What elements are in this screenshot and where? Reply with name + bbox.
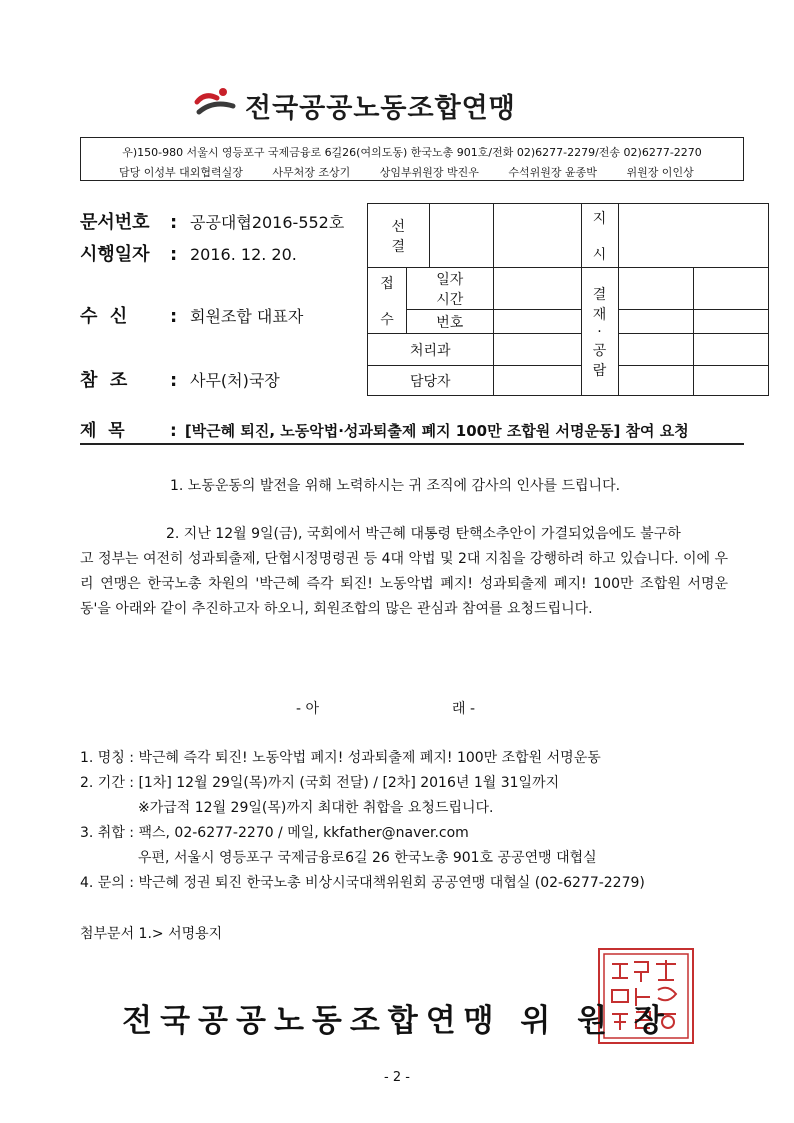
reference-value: 사무(처)국장 — [190, 371, 280, 390]
paragraph-2-body: 고 정부는 여전히 성과퇴출제, 단협시정명령권 등 4대 악법 및 2대 지침을 강행하려 하고 있습니다. 이에 우리 연맹은 한국노총 차원의 '박근혜 즉각 퇴진! 노동악법 폐지! 성과퇴출제 폐지! 100만 조합원 서명운동'을 아래와 같이 추진하고자 하오니, 회원조합의 많은 관심과 참여를 요청드립니다. — [80, 551, 728, 617]
subject-label: 제 목 — [80, 421, 125, 441]
beonho-cell: 번호 — [407, 310, 494, 334]
item-name: 1. 명칭 : 박근혜 즉각 퇴진! 노동악법 폐지! 성과퇴출제 폐지! 100만 조합원 서명운동 — [80, 750, 601, 766]
date-label: 시행일자 — [80, 244, 150, 265]
empty-cell — [493, 204, 581, 268]
doc-number-field — [80, 208, 344, 234]
empty-cell — [493, 268, 581, 310]
empty-cell — [429, 204, 493, 268]
empty-cell — [493, 310, 581, 334]
empty-cell — [693, 310, 768, 334]
ilja-cell: 일자 시간 — [407, 268, 494, 310]
reference-field — [80, 366, 280, 392]
jisi-cell: 지 시 — [581, 204, 618, 268]
colon: : — [170, 244, 178, 265]
staff-name: 사무처장 조상기 — [272, 166, 351, 179]
colon: : — [170, 370, 178, 391]
empty-cell — [493, 366, 581, 396]
union-logo — [193, 84, 593, 124]
empty-cell — [693, 268, 768, 310]
date-value: 2016. 12. 20. — [190, 245, 297, 264]
staff-line — [119, 164, 720, 180]
reference-label: 참 조 — [80, 370, 128, 391]
recipient-label: 수 신 — [80, 306, 128, 327]
empty-cell — [493, 334, 581, 366]
cheorigwa-cell: 처리과 — [368, 334, 494, 366]
item-period-note: ※가급적 12월 29일(목)까지 최대한 취합을 요청드립니다. — [138, 800, 494, 816]
footer-title: 전국공공노동조합연맹 위 원 장 — [122, 1003, 672, 1039]
colon: : — [170, 212, 178, 233]
colon: : — [170, 306, 178, 327]
logo-mark-icon — [193, 84, 243, 118]
empty-cell — [618, 334, 693, 366]
notice-left: - 아 — [296, 701, 320, 717]
attachment-note: 첨부문서 1.> 서명용지 — [80, 926, 223, 942]
subject-text: [박근혜 퇴진, 노동악법·성과퇴출제 폐지 100만 조합원 서명운동] 참여 요청 — [184, 422, 689, 440]
staff-name: 상임부위원장 박진우 — [379, 166, 479, 179]
jeopsu-cell: 접 수 — [368, 268, 407, 334]
paragraph-2-first-line: 2. 지난 12월 9일(금), 국회에서 박근혜 대통령 탄핵소추안이 가결되었음에도 불구하 — [166, 526, 681, 542]
staff-name: 수석위원장 윤종박 — [508, 166, 597, 179]
subject-line — [80, 416, 689, 441]
subject-divider — [80, 443, 744, 445]
item-inquiry: 4. 문의 : 박근혜 정권 퇴진 한국노총 비상시국대책위원회 공공연맹 대협실 (02-6277-2279) — [80, 875, 645, 891]
address-line: 우)150-980 서울시 영등포구 국제금융로 6길26(여의도동) 한국노총 901호/전화 02)6277-2279/전송 02)6277-2270 — [122, 146, 702, 159]
item-period: 2. 기간 : [1차] 12월 29일(목)까지 (국회 전달) / [2차] 2016년 1월 31일까지 — [80, 775, 560, 791]
empty-cell — [618, 366, 693, 396]
recipient-field — [80, 302, 303, 328]
staff-name: 위원장 이인상 — [626, 166, 694, 179]
page-number: - 2 - — [384, 1070, 410, 1085]
recipient-value: 회원조합 대표자 — [190, 307, 304, 326]
empty-cell — [618, 204, 768, 268]
date-field — [80, 240, 297, 266]
gyeoljae-cell: 결 재 · 공 람 — [581, 268, 618, 396]
colon: : — [170, 421, 177, 441]
logo-text: 전국공공노동조합연맹 — [245, 93, 516, 124]
staff-name: 담당 이성부 대외협력실장 — [119, 166, 243, 179]
empty-cell — [693, 334, 768, 366]
item-collect: 3. 취합 : 팩스, 02-6277-2270 / 메일, kkfather@naver.com — [80, 825, 469, 841]
doc-number-label: 문서번호 — [80, 212, 150, 233]
empty-cell — [618, 268, 693, 310]
empty-cell — [618, 310, 693, 334]
notice-right: 래 - — [452, 701, 476, 717]
item-collect-address: 우편, 서울시 영등포구 국제금융로6길 26 한국노총 901호 공공연맹 대협실 — [138, 850, 597, 866]
paragraph-1: 1. 노동운동의 발전을 위해 노력하시는 귀 조직에 감사의 인사를 드립니다. — [170, 478, 621, 494]
seongyeol-cell: 선 결 — [368, 204, 430, 268]
empty-cell — [693, 366, 768, 396]
address-box — [80, 137, 744, 181]
doc-number-value: 공공대협2016-552호 — [190, 213, 345, 232]
approval-table — [367, 203, 769, 396]
damdangja-cell: 담당자 — [368, 366, 494, 396]
